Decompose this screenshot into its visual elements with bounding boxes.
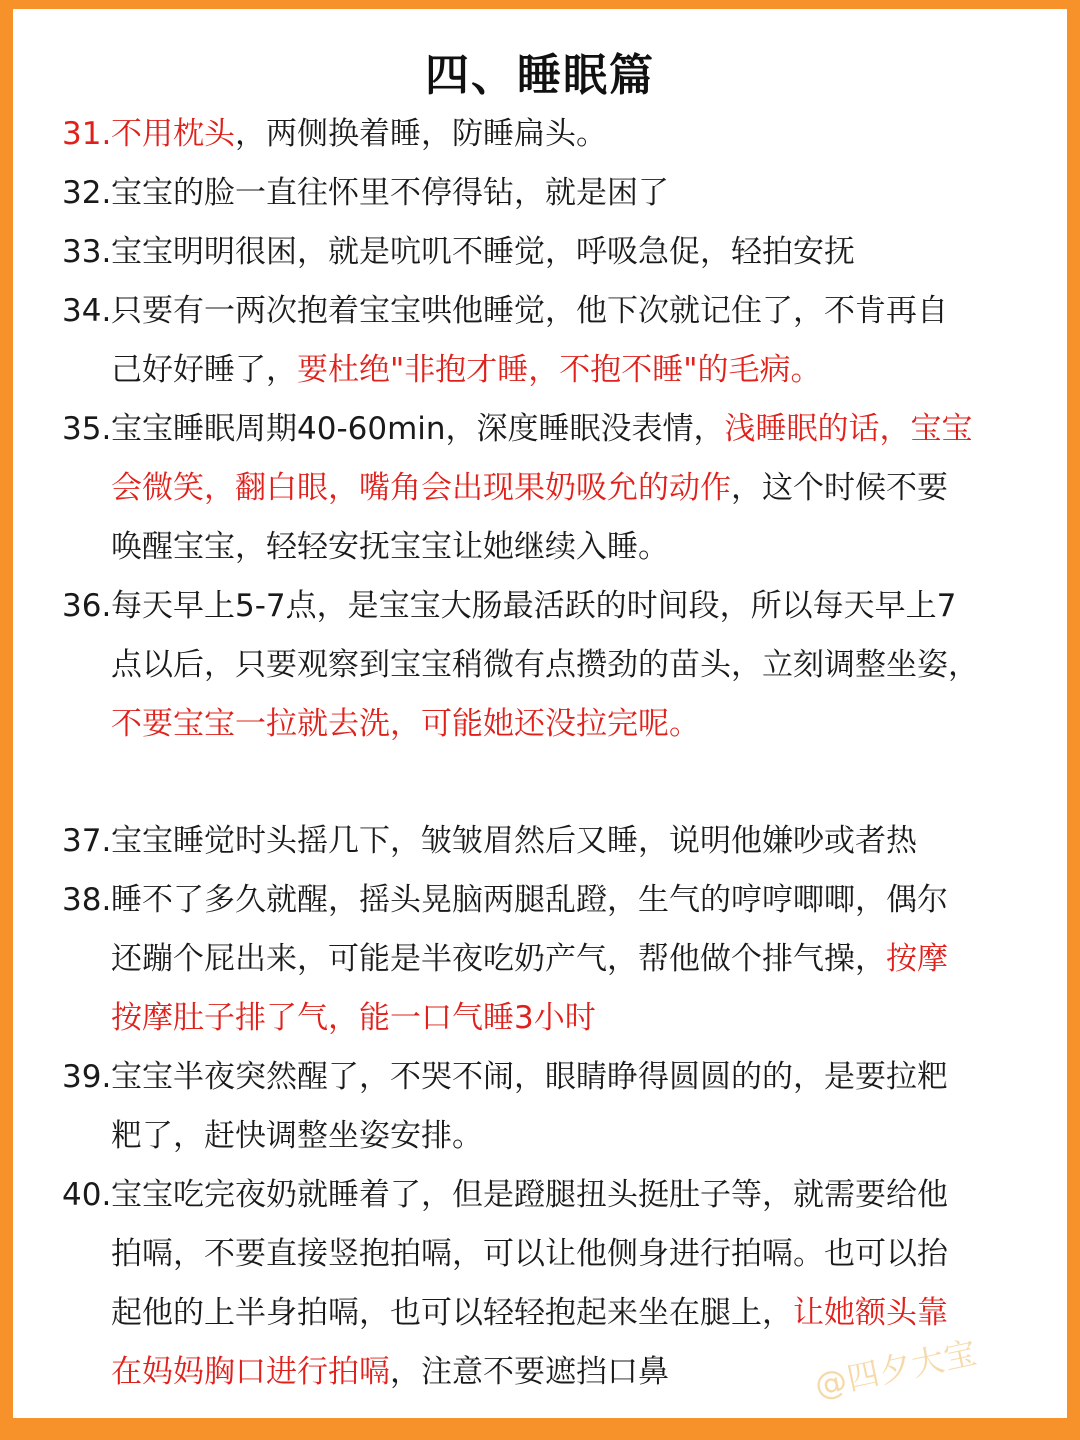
tip-number: 35. <box>62 411 112 447</box>
tip-line <box>62 812 1052 871</box>
tip-item <box>62 164 1052 223</box>
tip-line <box>62 400 1052 459</box>
tip-line <box>62 1048 1052 1107</box>
tip-line <box>62 695 1052 754</box>
page-title: 四、睡眠篇 <box>425 50 655 101</box>
tip-text: 己好好睡了， <box>111 352 297 388</box>
tip-number: 36. <box>62 588 112 624</box>
tip-text: ，两侧换着睡，防睡扁头。 <box>235 116 607 152</box>
tip-line <box>62 164 1052 223</box>
tip-line <box>62 989 1052 1048</box>
tip-text: ，这个时候不要 <box>731 470 948 506</box>
highlight-text: 在妈妈胸口进行拍嗝 <box>111 1354 390 1390</box>
tip-number: 34. <box>62 293 112 329</box>
tip-item <box>62 812 1052 871</box>
tip-line <box>62 518 1052 577</box>
tip-line <box>62 1284 1052 1343</box>
tip-item <box>62 400 1052 577</box>
tip-number: 32. <box>62 175 112 211</box>
tip-item <box>62 871 1052 1048</box>
tip-line <box>62 577 1052 636</box>
tip-number: 37. <box>62 823 112 859</box>
tip-text: 拍嗝，不要直接竖抱拍嗝，可以让他侧身进行拍嗝。也可以抬 <box>111 1236 948 1272</box>
tip-line <box>62 871 1052 930</box>
tip-text: ，注意不要遮挡口鼻 <box>390 1354 669 1390</box>
tip-line <box>62 459 1052 518</box>
tip-number: 33. <box>62 234 112 270</box>
tip-text: 宝宝睡眠周期40-60min，深度睡眠没表情， <box>111 411 725 447</box>
tip-number: 31. <box>62 116 112 152</box>
tip-text: 宝宝半夜突然醒了，不哭不闹，眼睛睁得圆圆的的，是要拉粑 <box>111 1059 948 1095</box>
tip-number: 38. <box>62 882 112 918</box>
tip-line <box>62 223 1052 282</box>
tip-line <box>62 1107 1052 1166</box>
tip-line <box>62 930 1052 989</box>
highlight-text: 要杜绝"非抱才睡，不抱不睡"的毛病。 <box>297 352 822 388</box>
highlight-text: 不要宝宝一拉就去洗，可能她还没拉完呢。 <box>111 706 700 742</box>
tip-text: 宝宝睡觉时头摇几下，皱皱眉然后又睡，说明他嫌吵或者热 <box>111 823 917 859</box>
tip-text: 睡不了多久就醒，摇头晃脑两腿乱蹬，生气的哼哼唧唧，偶尔 <box>111 882 948 918</box>
tip-number: 40. <box>62 1177 112 1213</box>
tip-text: 宝宝吃完夜奶就睡着了，但是蹬腿扭头挺肚子等，就需要给他 <box>111 1177 948 1213</box>
tip-line <box>62 105 1052 164</box>
highlight-text: 浅睡眠的话，宝宝 <box>724 411 973 447</box>
tip-item <box>62 577 1052 754</box>
tip-line <box>62 282 1052 341</box>
watermark: @四夕大宝 <box>811 1333 981 1405</box>
tip-item <box>62 105 1052 164</box>
tip-text: 粑了，赶快调整坐姿安排。 <box>111 1118 483 1154</box>
tip-number: 39. <box>62 1059 112 1095</box>
highlight-text: 按摩 <box>886 941 948 977</box>
tip-line <box>62 341 1052 400</box>
tip-text: 只要有一两次抱着宝宝哄他睡觉，他下次就记住了，不肯再自 <box>111 293 948 329</box>
tip-line <box>62 1166 1052 1225</box>
highlight-text: 不用枕头 <box>111 116 235 152</box>
tip-item <box>62 282 1052 400</box>
tip-line <box>62 636 1052 695</box>
highlight-text: 会微笑，翻白眼，嘴角会出现果奶吸允的动作 <box>111 470 731 506</box>
page-card <box>13 9 1067 1418</box>
tip-text: 起他的上半身拍嗝，也可以轻轻抱起来坐在腿上， <box>111 1295 793 1331</box>
tip-text: 宝宝明明很困，就是吭叽不睡觉，呼吸急促，轻拍安抚 <box>111 234 855 270</box>
tip-text: 唤醒宝宝，轻轻安抚宝宝让她继续入睡。 <box>111 529 669 565</box>
highlight-text: 按摩肚子排了气，能一口气睡3小时 <box>111 1000 596 1036</box>
tip-text: 点以后，只要观察到宝宝稍微有点攒劲的苗头，立刻调整坐姿， <box>111 647 979 683</box>
tip-text: 还蹦个屁出来，可能是半夜吃奶产气，帮他做个排气操， <box>111 941 886 977</box>
tip-item <box>62 1048 1052 1166</box>
tip-item <box>62 223 1052 282</box>
highlight-text: 让她额头靠 <box>793 1295 948 1331</box>
tip-text: 每天早上5-7点，是宝宝大肠最活跃的时间段，所以每天早上7 <box>111 588 957 624</box>
tip-line <box>62 1225 1052 1284</box>
tip-text: 宝宝的脸一直往怀里不停得钻，就是困了 <box>111 175 669 211</box>
